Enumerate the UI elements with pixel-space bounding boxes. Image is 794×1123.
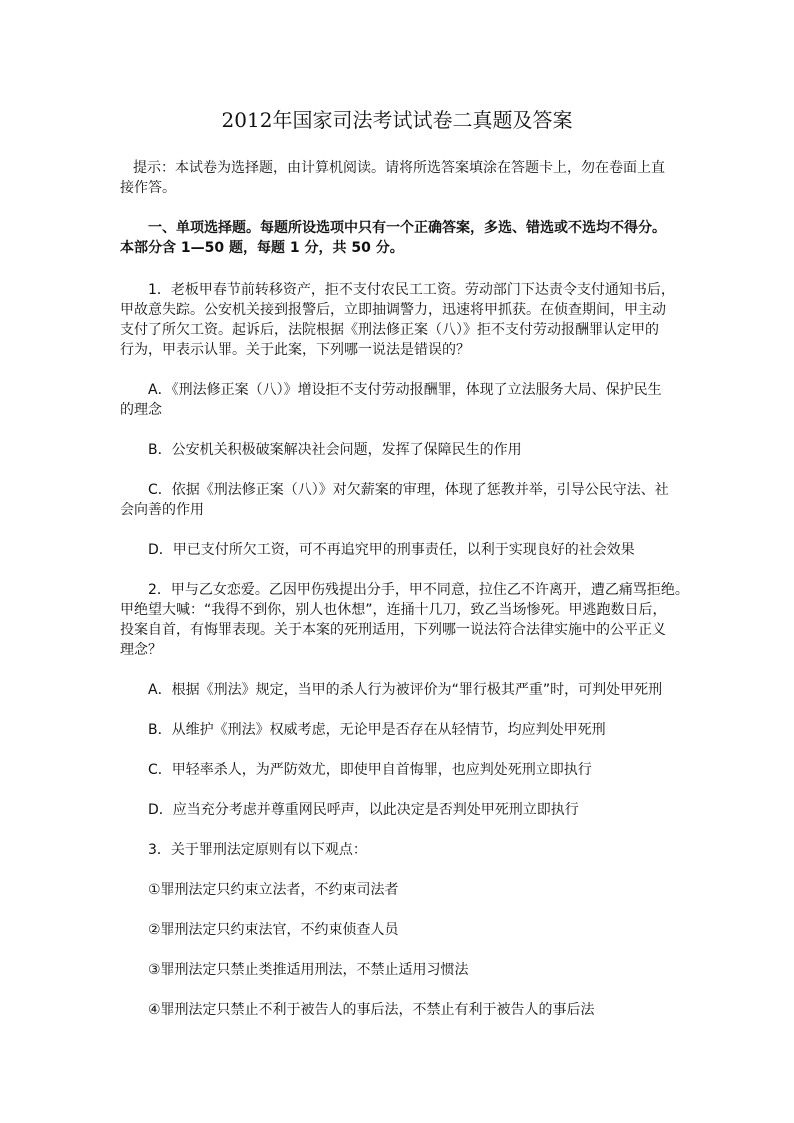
q1-stem-line: 1．老板甲春节前转移资产，拒不支付农民工工资。劳动部门下达责令支付通知书后， xyxy=(148,282,675,298)
q3-stem-line: 3．关于罪刑法定原则有以下观点： xyxy=(148,842,367,858)
option-line: D．应当充分考虑并尊重网民呼声，以此决定是否判处甲死刑立即执行 xyxy=(148,802,579,818)
q2-option-c xyxy=(120,760,684,780)
q3-point-1 xyxy=(120,880,684,900)
q2-option-b xyxy=(120,720,684,740)
option-line: D．甲已支付所欠工资，可不再追究甲的刑事责任，以利于实现良好的社会效果 xyxy=(148,542,635,558)
option-line: 的理念 xyxy=(120,402,162,418)
q1-stem-line: 甲故意失踪。公安机关接到报警后，立即抽调警力，迅速将甲抓获。在侦查期间，甲主动 xyxy=(120,302,666,318)
q1-stem xyxy=(120,280,684,360)
q2-stem-line: 投案自首，有悔罪表现。关于本案的死刑适用，下列哪一说法符合法律实施中的公平正义 xyxy=(120,622,666,638)
q3-point-3 xyxy=(120,960,684,980)
notice xyxy=(120,158,684,198)
q1-option-a xyxy=(120,380,684,420)
q1-option-c xyxy=(120,480,684,520)
notice-line: 提示：本试卷为选择题，由计算机阅读。请将所选答案填涂在答题卡上，勿在卷面上直 xyxy=(133,160,665,176)
option-line: A．《刑法修正案（八）》增设拒不支付劳动报酬罪，体现了立法服务大局、保护民生 xyxy=(148,382,662,398)
q2-option-d xyxy=(120,800,684,820)
point-line: ②罪刑法定只约束法官，不约束侦查人员 xyxy=(148,922,399,938)
point-line: ④罪刑法定只禁止不利于被告人的事后法，不禁止有利于被告人的事后法 xyxy=(148,1002,595,1018)
point-line: ①罪刑法定只约束立法者，不约束司法者 xyxy=(148,882,399,898)
q3-point-4 xyxy=(120,1000,684,1020)
option-line: 会向善的作用 xyxy=(120,502,204,518)
option-line: B．公安机关积极破案解决社会问题，发挥了保障民生的作用 xyxy=(148,442,522,458)
notice-line: 接作答。 xyxy=(120,180,176,196)
q1-stem-line: 支付了所欠工资。起诉后，法院根据《刑法修正案（八）》拒不支付劳动报酬罪认定甲的 xyxy=(120,322,659,338)
option-line: C．依据《刑法修正案（八）》对欠薪案的审理，体现了惩教并举，引导公民守法、社 xyxy=(148,482,669,498)
point-line: ③罪刑法定只禁止类推适用刑法，不禁止适用习惯法 xyxy=(148,962,469,978)
section-line: 一、单项选择题。每题所设选项中只有一个正确答案，多选、错选或不选均不得分。 xyxy=(148,220,666,236)
option-line: A．根据《刑法》规定，当甲的杀人行为被评价为“罪行极其严重”时，可判处甲死刑 xyxy=(148,682,663,698)
q3-stem xyxy=(120,840,684,860)
q3-point-2 xyxy=(120,920,684,940)
option-line: C．甲轻率杀人，为严防效尤，即使甲自首悔罪，也应判处死刑立即执行 xyxy=(148,762,592,778)
document-body xyxy=(120,158,689,1040)
q2-stem-line: 甲绝望大喊：“我得不到你，别人也休想”，连捅十几刀，致乙当场惨死。甲逃跑数日后， xyxy=(120,602,667,618)
q1-option-d xyxy=(120,540,684,560)
option-line: B．从维护《刑法》权威考虑，无论甲是否存在从轻情节，均应判处甲死刑 xyxy=(148,722,606,738)
q2-stem-line: 理念？ xyxy=(120,642,162,658)
document-title: 2012年国家司法考试试卷二真题及答案 xyxy=(221,108,573,132)
q1-option-b xyxy=(120,440,684,460)
q2-stem xyxy=(120,580,689,660)
q2-option-a xyxy=(120,680,684,700)
q1-stem-line: 行为，甲表示认罪。关于此案，下列哪一说法是错误的？ xyxy=(120,342,470,358)
section-line: 本部分含 1—50 题，每题 1 分，共 50 分。 xyxy=(120,240,404,256)
q2-stem-line: 2．甲与乙女恋爱。乙因甲伤残提出分手，甲不同意，拉住乙不许离开，遭乙痛骂拒绝。 xyxy=(148,582,689,598)
section-heading xyxy=(120,218,684,258)
